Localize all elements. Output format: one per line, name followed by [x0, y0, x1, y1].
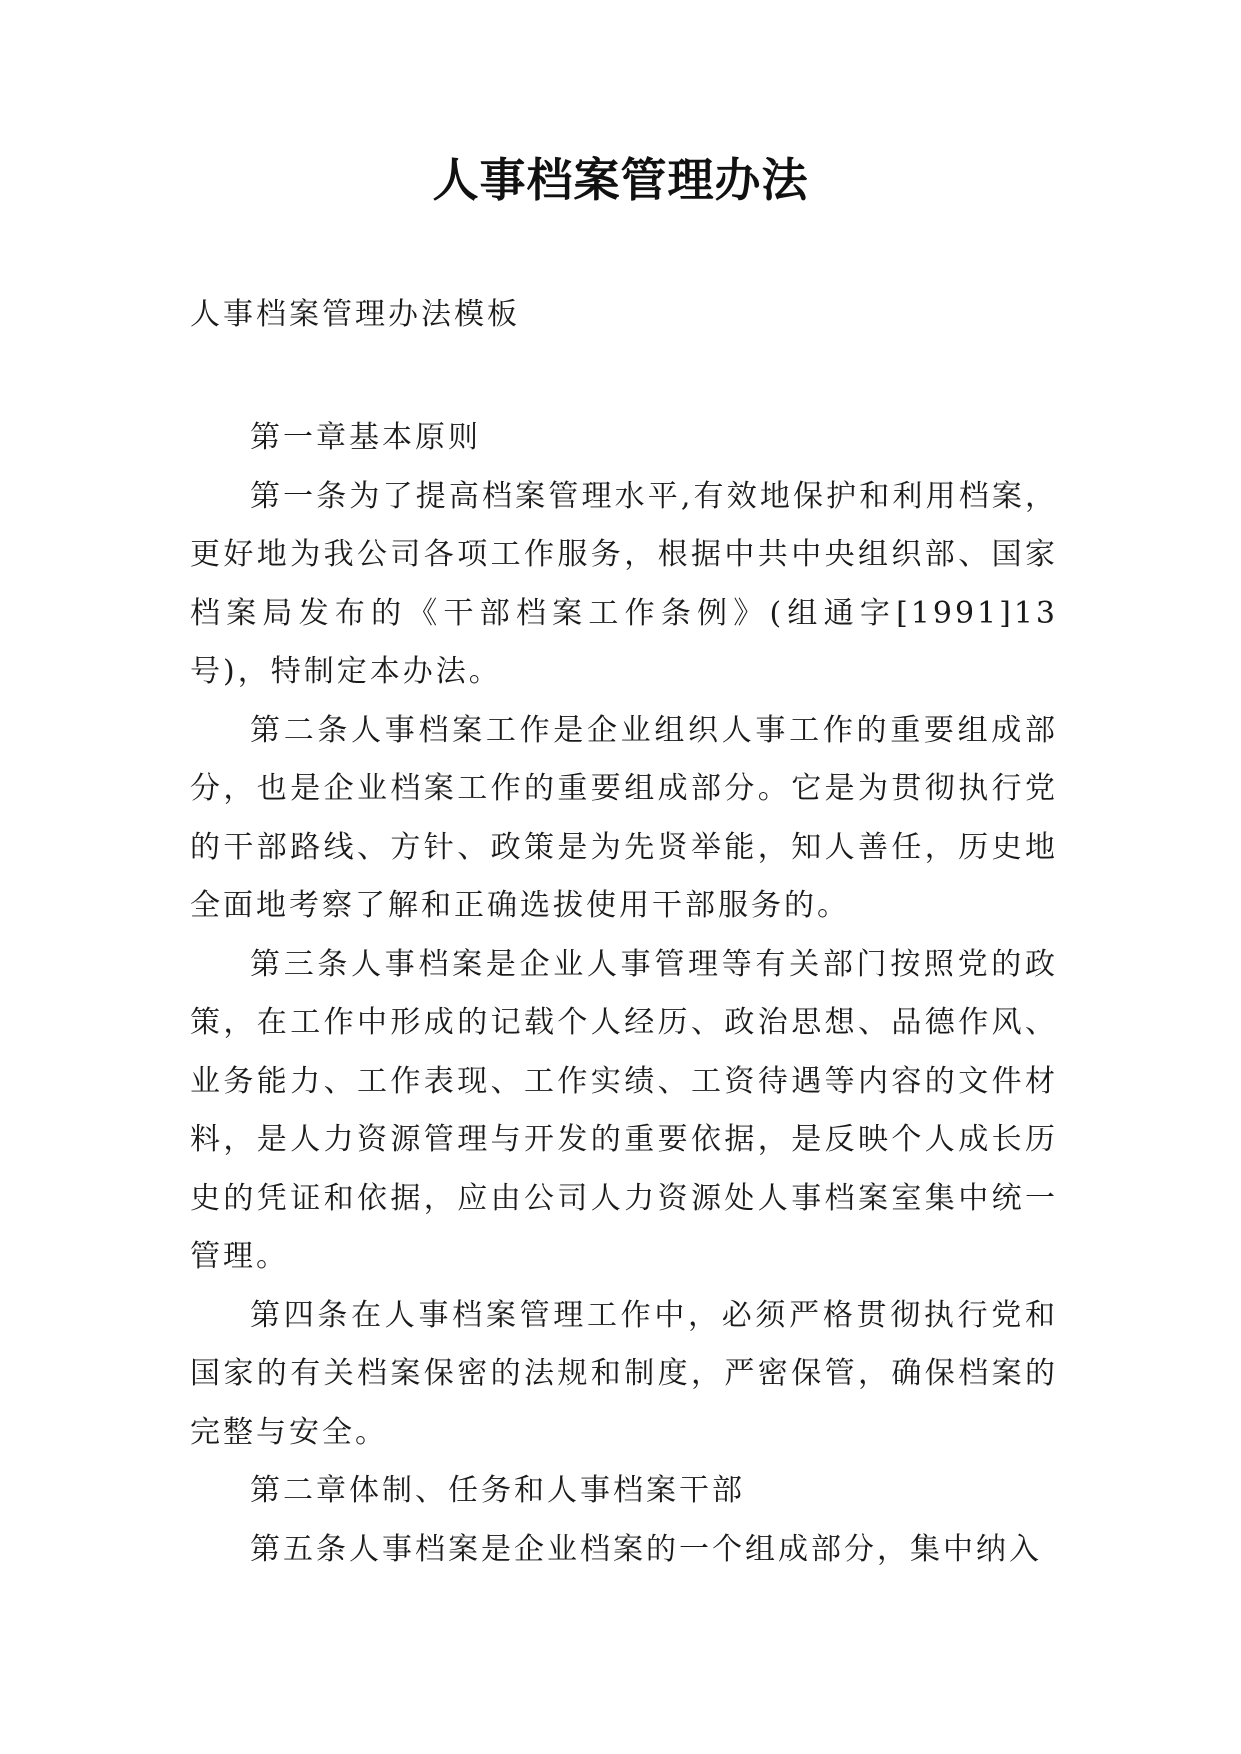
chapter-heading-1: 第一章基本原则	[250, 420, 481, 455]
article-3: 第三条人事档案是企业人事管理等有关部门按照党的政策，在工作中形成的记载个人经历、政治思想、品德作风、业务能力、工作表现、工作实绩、工资待遇等内容的文件材料，是人力资源管理与开发的重要依据，是反映个人成长历史的凭证和依据，应由公司人力资源处人事档案室集中统一管理。	[190, 946, 1058, 1274]
document-subtitle: 人事档案管理办法模板	[190, 297, 520, 332]
document-title: 人事档案管理办法	[432, 153, 809, 207]
article-5: 第五条人事档案是企业档案的一个组成部分，集中纳入	[250, 1531, 1042, 1567]
article-2: 第二条人事档案工作是企业组织人事工作的重要组成部分，也是企业档案工作的重要组成部分。它是为贯彻执行党的干部路线、方针、政策是为先贤举能，知人善任，历史地全面地考察了解和正确选拔使用干部服务的。	[190, 712, 1058, 923]
article-4: 第四条在人事档案管理工作中，必须严格贯彻执行党和国家的有关档案保密的法规和制度，严密保管，确保档案的完整与安全。	[190, 1297, 1058, 1450]
document-body	[190, 409, 1058, 1579]
chapter-heading-2: 第二章体制、任务和人事档案干部	[250, 1473, 745, 1508]
article-1: 第一条为了提高档案管理水平,有效地保护和利用档案，更好地为我公司各项工作服务，根据中共中央组织部、国家档案局发布的《干部档案工作条例》(组通字[1991]13号)，特制定本办法。	[190, 478, 1058, 689]
